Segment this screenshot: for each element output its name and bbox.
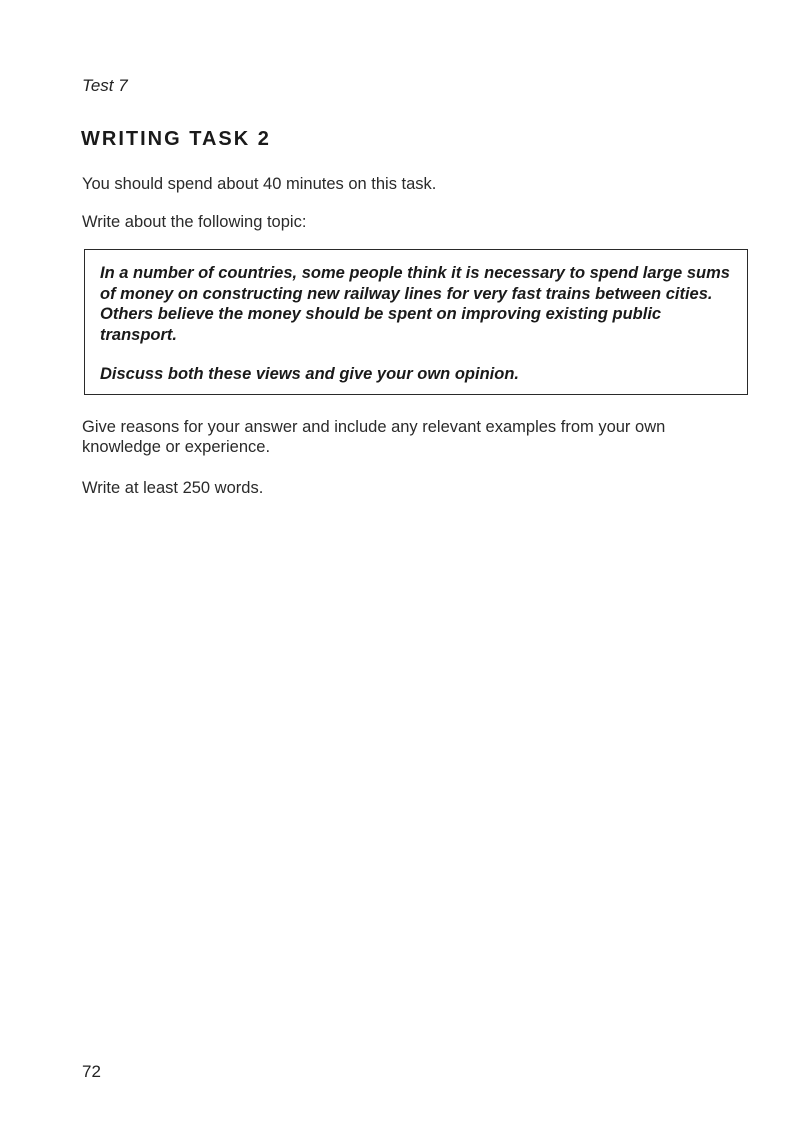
prompt-box — [84, 249, 748, 395]
reasons-instruction: Give reasons for your answer and include any relevant examples from your own knowledge or experience. — [82, 418, 666, 456]
word-count-instruction: Write at least 250 words. — [82, 479, 264, 497]
topic-intro: Write about the following topic: — [82, 213, 307, 231]
test-label: Test 7 — [82, 76, 128, 95]
task-heading: WRITING TASK 2 — [81, 128, 271, 150]
time-instruction: You should spend about 40 minutes on this task. — [82, 175, 437, 193]
prompt-statement: In a number of countries, some people think it is necessary to spend large sums of money on constructing new railway lines for very fast trains between cities. Others believe the money should be spent on improving existing public transport. — [100, 264, 730, 344]
prompt-instruction: Discuss both these views and give your own opinion. — [100, 365, 519, 383]
page-number: 72 — [82, 1062, 101, 1081]
